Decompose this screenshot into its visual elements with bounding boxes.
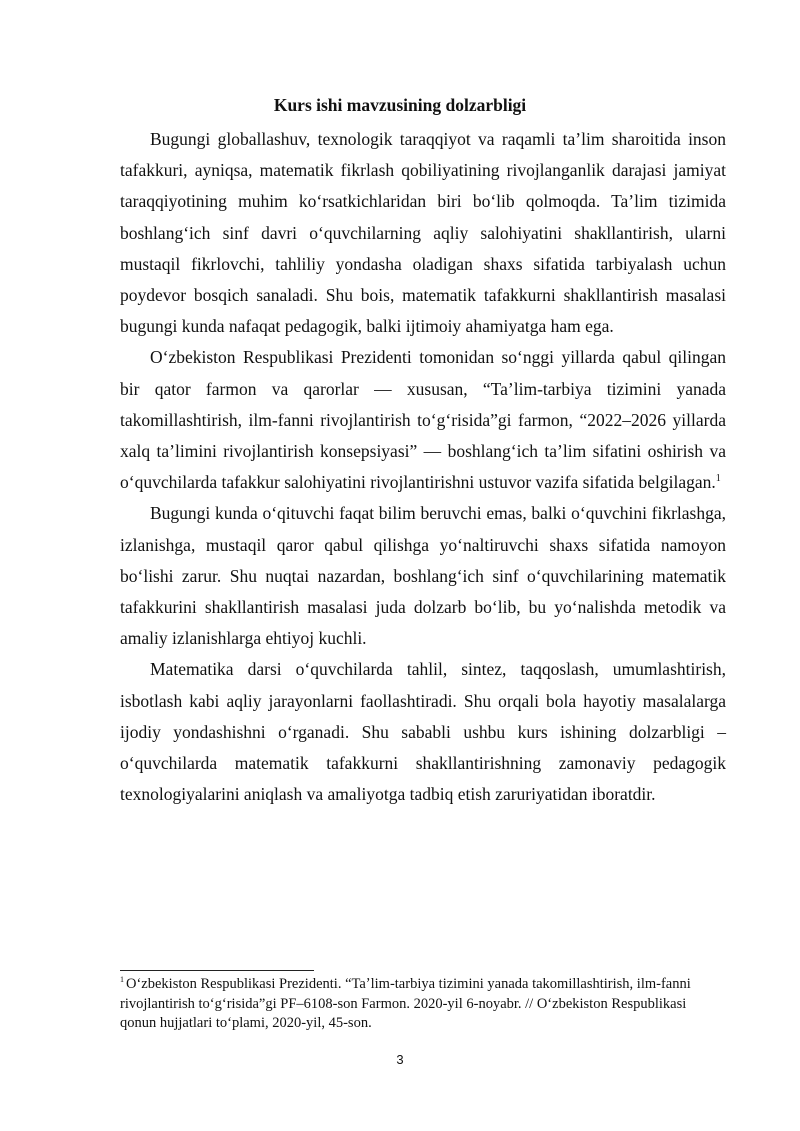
section-title: Kurs ishi mavzusining dolzarbligi	[273, 95, 527, 115]
footnote-mark: 1	[120, 975, 124, 985]
paragraph-4: Matematika darsi oʻquvchilarda tahlil, sintez, taqqoslash, umumlashtirish, isbotlash kabi aqliy jarayonlarni faollashtiradi. Shu orqali bola hayotiy masalalarga ijodiy yondashishni oʻrganadi. Shu sababli ushbu kurs ishining dolzarbligi – oʻquvchilarda matematik tafakkurni shakllantirishning zamonaviy pedagogik texnologiyalarini aniqlash va amaliyotga tadbiq etish zaruriyatidan iboratdir.	[120, 659, 726, 805]
body-text	[120, 124, 726, 810]
paragraph-1: Bugungi globallashuv, texnologik taraqqiyot va raqamli taʼlim sharoitida inson tafakkuri, ayniqsa, matematik fikrlash qobiliyatining rivojlanganlik darajasi jamiyat taraqqiyotining muhim koʻrsatkichlaridan biri boʻlib qolmoqda. Taʼlim tizimida boshlangʻich sinf davri oʻquvchilarning aqliy salohiyatini shakllantirish, ularni mustaqil fikrlovchi, tahliliy yondasha oladigan shaxs sifatida tarbiyalash uchun poydevor bosqich sanaladi. Shu bois, matematik tafakkurni shakllantirish masalasi bugungi kunda nafaqat pedagogik, balki ijtimoiy ahamiyatga ham ega.	[120, 129, 726, 337]
paragraph-2	[120, 342, 726, 498]
page-number: 3	[396, 1052, 404, 1067]
footnote-reference[interactable]: 1	[715, 473, 721, 485]
paragraph-3: Bugungi kunda oʻqituvchi faqat bilim beruvchi emas, balki oʻquvchini fikrlashga, izlanishga, mustaqil qaror qabul qilishga yoʻnaltiruvchi shaxs sifatida namoyon boʻlishi zarur. Shu nuqtai nazardan, boshlangʻich sinf oʻquvchilarining matematik tafakkurini shakllantirish masalasi juda dolzarb boʻlib, bu yoʻnalishda metodik va amaliy izlanishlarga ehtiyoj kuchli.	[120, 503, 726, 649]
paragraph-2-text: Oʻzbekiston Respublikasi Prezidenti tomonidan soʻnggi yillarda qabul qilingan bir qator farmon va qarorlar — xususan, “Taʼlim-tarbiya tizimini yanada takomillashtirish, ilm-fanni rivojlantirish toʻgʻrisida”gi farmon, “2022–2026 yillarda xalq taʼlimini rivojlantirish konsepsiyasi” — boshlangʻich taʼlim sifatini oshirish va oʻquvchilarda tafakkur salohiyatini rivojlantirishni ustuvor vazifa sifatida belgilagan.	[120, 347, 726, 493]
footnote-text: Oʻzbekiston Respublikasi Prezidenti. “Taʼlim-tarbiya tizimini yanada takomillashtirish, ilm-fanni rivojlantirish toʻgʻrisida”gi PF–6108-son Farmon. 2020-yil 6-noyabr. // Oʻzbekiston Respublikasi qonun hujjatlari toʻplami, 2020-yil, 45-son.	[120, 976, 691, 1031]
footnote	[120, 975, 726, 1034]
footnote-divider	[120, 970, 314, 971]
